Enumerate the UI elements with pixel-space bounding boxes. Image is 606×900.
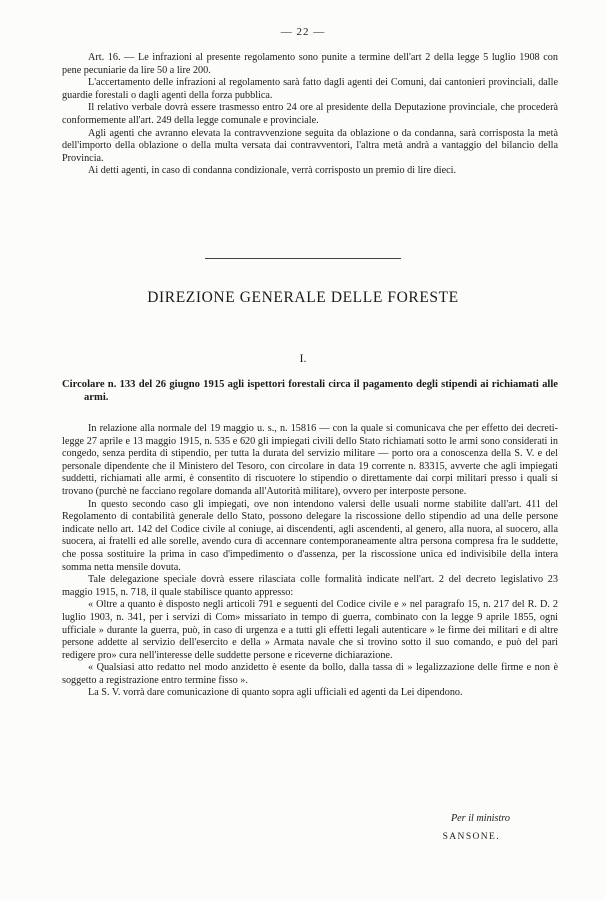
paragraph: Il relativo verbale dovrà essere trasmesso entro 24 ore al presidente della Deputazione provinciale, che procederà conformemente all'art. 249 della legge comunale e provinciale. (62, 102, 558, 126)
paragraph: Tale delegazione speciale dovrà essere rilasciata colle formalità indicate nell'art. 2 del decreto legislativo 23 maggio 1915, n. 718, il quale stabilisce quanto appresso: (62, 574, 558, 598)
article-16-block (62, 52, 558, 178)
quoted-paragraph: « Oltre a quanto è disposto negli articoli 791 e seguenti del Codice civile e » nel paragrafo 15, n. 217 del R. D. 2 luglio 1903, n. 341, per i servizi di Com» missariato in tempo di guerra, combinato con la legge 9 aprile 1855, ogni ufficiale » durante la guerra, può, in caso di urgenza e a tutti gli effetti legali autenticare » le firme dei militari e di altre persone addette al servizio dell'esercito e della » Armata navale che si trovino sotto il suo comando, e può del pari redigere pro» cura nell'interesse delle suddette persone e riceverne dichiarazione. (62, 599, 558, 661)
paragraph: L'accertamento delle infrazioni al regolamento sarà fatto dagli agenti dei Comuni, dai cantonieri provinciali, dalle guardie forestali o dagli agenti della forza pubblica. (62, 77, 558, 101)
signature-name: SANSONE. (442, 832, 500, 842)
quoted-paragraph: « Qualsiasi atto redatto nel modo anzidetto è esente da bollo, dalla tassa di » legalizzazione delle firme e non è soggetto a registrazione entro termine fisso ». (62, 662, 558, 686)
paragraph: In relazione alla normale del 19 maggio u. s., n. 15816 — con la quale si comunicava che per effetto dei decreti-legge 27 aprile e 13 maggio 1915, n. 535 e 620 gli impiegati civili dello Stato richiamati sotto le armi sono considerati in congedo, senza perdita di stipendio, per tutta la durata del servizio militare — porto ora a conoscenza della S. V. e del personale dipendente che il Ministero del Tesoro, con circolare in data 19 corrente n. 83315, avverte che agli impiegati suddetti, richiamati alle armi, è consentito di riscuotere lo stipendio o direttamente dai corpi militari presso i quali si trovano (purchè ne facciano regolare domanda all'Autorità militare), ovvero per interposte persone. (62, 423, 558, 497)
paragraph: In questo secondo caso gli impiegati, ove non intendono valersi delle usuali norme stabilite dall'art. 411 del Regolamento di contabilità generale dello Stato, possono delegare la riscossione dello stipendio ad una delle persone indicate nello art. 142 del Codice civile al coniuge, ai discendenti, agli ascendenti, al genero, alla nuora, al suocero, alla suocera, ai fratelli ed alle sorelle, avendo cura di accennare contemporaneamente altra persona compresa fra le suddette, che possa sostituire la prima in caso d'impedimento o d'assenza, per la riscossione unica ed indivisibile della intera somma netta mensile dovuta. (62, 498, 558, 573)
circular-title (62, 379, 558, 404)
signature-line: Per il ministro (450, 813, 510, 824)
paragraph: Art. 16. — Le infrazioni al presente regolamento sono punite a termine dell'art 2 della legge 5 luglio 1908 con pene pecuniarie da lire 50 a lire 200. (62, 52, 558, 76)
circular-title-text: Circolare n. 133 del 26 giugno 1915 agli ispettori forestali circa il pagamento degli stipendi ai richiamati alle armi. (62, 379, 558, 403)
section-title: DIREZIONE GENERALE DELLE FORESTE (147, 289, 459, 306)
circular-body (62, 423, 558, 700)
paragraph: La S. V. vorrà dare comunicazione di quanto sopra agli ufficiali ed agenti da Lei dipendono. (88, 687, 463, 699)
paragraph: Ai detti agenti, in caso di condanna condizionale, verrà corrisposto un premio di lire dieci. (88, 165, 457, 177)
page-number: — 22 — (280, 26, 326, 38)
paragraph: Agli agenti che avranno elevata la contravvenzione seguita da oblazione o da condanna, sarà corrisposta la metà dell'importo della oblazione o della multa versata dai contravventori, l'altra metà andrà a vantaggio del bilancio della Provincia. (62, 127, 558, 164)
section-number: I. (299, 351, 307, 365)
section-divider (205, 258, 401, 259)
